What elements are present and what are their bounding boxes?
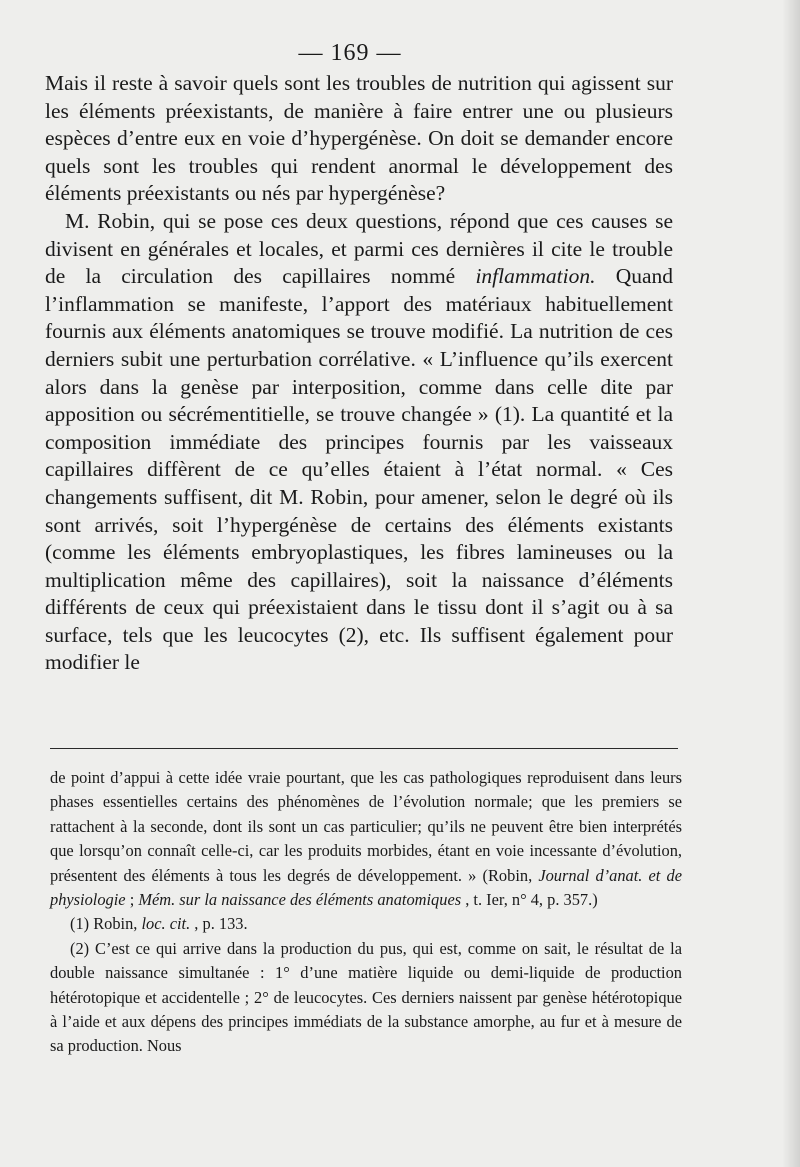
page-edge-shadow <box>782 0 800 1167</box>
footnote-1 <box>50 912 682 936</box>
citation-journal: Journal d’anat. et de physiologie <box>50 865 682 910</box>
text-segment: (1) Robin, <box>70 914 142 934</box>
text-segment: Mais il reste à savoir quels sont les troubles de nutrition qui agissent sur les éléments préexistants, de manière à faire entrer une ou plusieurs espèces d’entre eux en voie d’hypergénèse. On doit se demander encore quels sont les troubles qui rendent anormal le développement des éléments préexistants ou nés par hypergénèse? <box>45 71 673 206</box>
text-segment: M. Robin, qui se pose ces deux questions, répond que ces causes se divisent en générales et locales, et parmi ces dernières il cite le trouble de la circulation des capillaires nommé <box>45 208 673 289</box>
main-paragraph-2 <box>45 208 673 677</box>
citation-loc-cit: loc. cit. <box>141 914 191 934</box>
citation-memoir: Mém. sur la naissance des éléments anatomiques <box>138 890 462 910</box>
text-segment: (2) C’est ce qui arrive dans la production du pus, qui est, comme on sait, le résultat de la double naissance simultanée : 1° d’une matière liquide ou demi-liquide de production hétérotopique et accidentelle ; 2° de leucocytes. Ces derniers naissent par genèse hétérotopique à l’aide et aux dépens des principes immédiats de la substance amorphe, au fur et à mesure de sa production. Nous <box>50 938 682 1056</box>
italic-term-inflammation: inflammation. <box>475 264 596 289</box>
text-segment: ; <box>129 890 139 910</box>
page-number: — 169 — <box>298 40 402 66</box>
footnote-2 <box>50 937 682 1059</box>
main-paragraph-1 <box>45 70 673 208</box>
text-segment: de point d’appui à cette idée vraie pourtant, que les cas pathologiques reproduisent dans leurs phases essentielles certains des phénomènes de l’évolution normale; que les premiers se rattachent à la seconde, dont ils sont un cas particulier; qu’ils ne peuvent être bien interprétés que lorsqu’on connaît celle-ci, car les produits morbides, étant en voie incessante d’évolution, présentent des éléments à tous les degrés de développement. » (Robin, <box>50 768 682 885</box>
text-segment: , p. 133. <box>194 914 248 934</box>
text-segment: Quand l’inflammation se manifeste, l’apport des matériaux habituellement fournis aux éléments anatomiques se trouve modifié. La nutrition de ces derniers subit une perturbation corrélative. « L’influence qu’ils exercent alors dans la genèse par interposition, comme dans celle dite par apposition ou sécrémentitielle, se trouve changée » (1). La quantité et la composition immédiate des principes fournis par les vaisseaux capillaires diffèrent de ce qu’elles étaient à l’état normal. « Ces changements suffisent, dit M. Robin, pour amener, selon le degré où ils sont arrivés, soit l’hypergénèse de certains des éléments existants (comme les éléments embryoplastiques, les fibres lamineuses ou la multiplication même des capillaires), soit la naissance d’éléments différents de ceux qui préexistaient dans le tissu dont il s’agit ou à sa surface, tels que les leucocytes (2), etc. Ils suffisent également pour modifier le <box>45 264 674 675</box>
footnotes <box>50 766 682 1059</box>
footnote-continuation <box>50 766 682 912</box>
text-segment: , t. Ier, n° 4, p. 357.) <box>465 890 598 910</box>
main-text <box>45 70 673 677</box>
footnote-divider <box>50 748 678 749</box>
